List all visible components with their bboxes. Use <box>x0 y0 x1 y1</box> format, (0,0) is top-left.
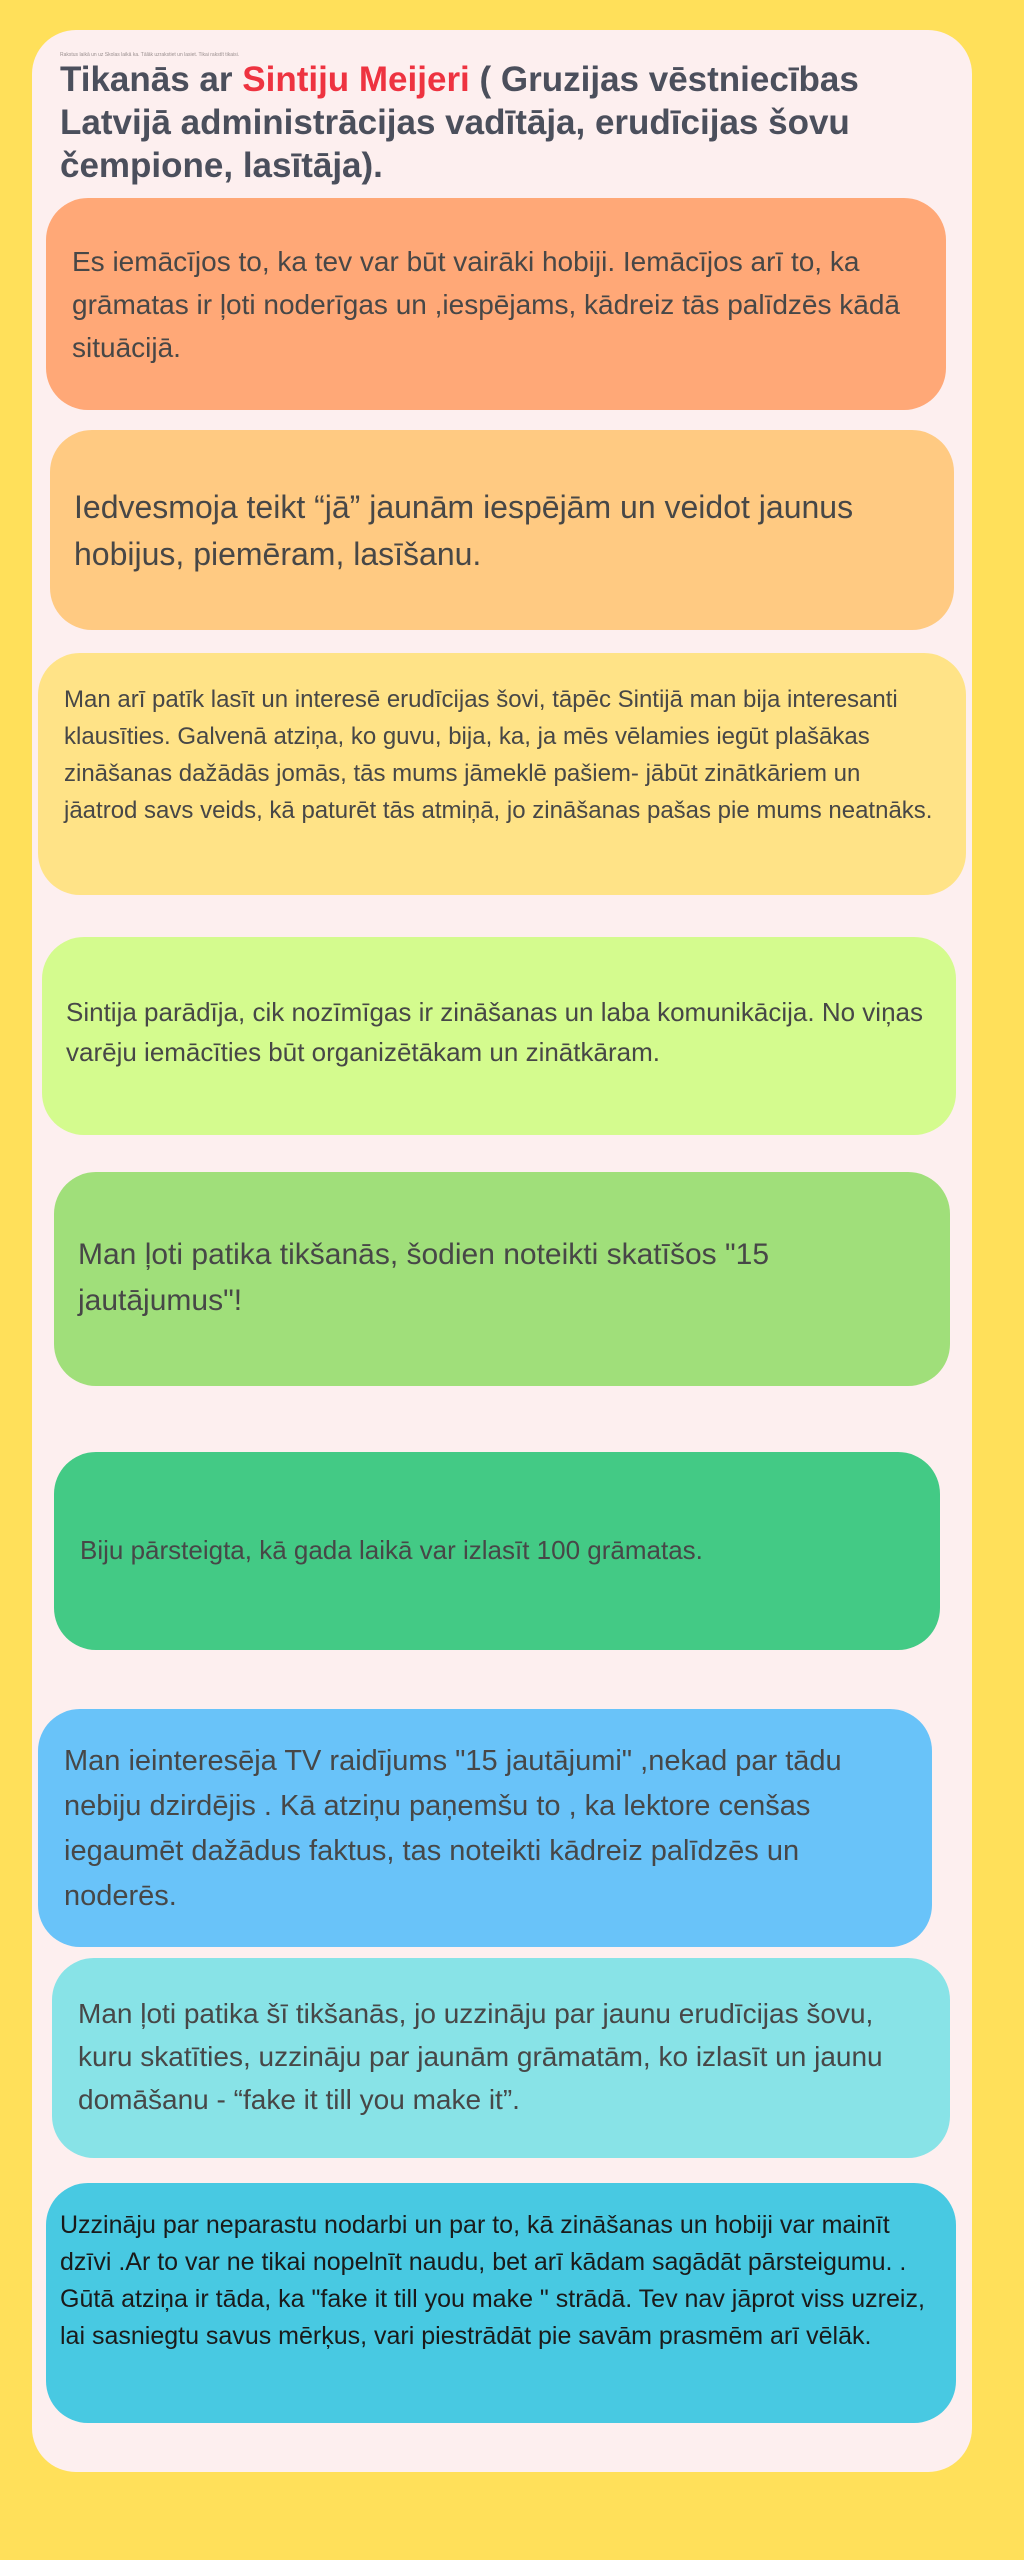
note-text: Man ļoti patika šī tikšanās, jo uzzināju par jaunu erudīcijas šovu, kuru skatīties, uzzināju par jaunām grāmatām, ko izlasīt un jaunu domāšanu - “fake it till you make it”. <box>78 1998 883 2115</box>
note-card[interactable] <box>52 1958 950 2158</box>
note-card[interactable] <box>46 198 946 410</box>
tiny-caption: Rakstus laikā un uz Skolas laikā ka. Tālāk uzrakstiet un lasiet. Tikai rakstīt tikaisi. <box>60 52 240 58</box>
note-text: Man arī patīk lasīt un interesē erudīcijas šovi, tāpēc Sintijā man bija interesanti klausīties. Galvenā atziņa, ko guvu, bija, ka, ja mēs vēlamies iegūt plašākas zināšanas dažādās jomās, tās mums jāmeklē pašiem- jābūt zinātkāriem un jāatrod savs veids, kā paturēt tās atmiņā, jo zināšanas pašas pie mums neatnāks. <box>64 686 933 824</box>
note-text: Es iemācījos to, ka tev var būt vairāki hobiji. Iemācījos arī to, ka grāmatas ir ļoti noderīgas un ,iespējams, kādreiz tās palīdzēs kādā situācijā. <box>72 246 900 363</box>
note-card[interactable] <box>54 1452 940 1650</box>
note-card[interactable] <box>54 1172 950 1386</box>
note-text: Biju pārsteigta, kā gada laikā var izlasīt 100 grāmatas. <box>80 1535 703 1565</box>
note-card[interactable] <box>50 430 954 630</box>
note-text: Man ļoti patika tikšanās, šodien noteikti skatīšos "15 jautājumus"! <box>78 1238 770 1317</box>
note-card[interactable] <box>38 653 966 895</box>
note-card[interactable] <box>38 1709 932 1947</box>
title-name-highlight: Sintiju Meijeri <box>242 60 470 99</box>
title-suffix: ( Gruzijas vēstniecības Latvijā administrācijas vadītāja, erudīcijas šovu čempione, lasītāja). <box>60 60 859 185</box>
note-text: Uzzināju par neparastu nodarbi un par to, kā zināšanas un hobiji var mainīt dzīvi .Ar to var ne tikai nopelnīt naudu, bet arī kādam sagādāt pārsteigumu. . Gūtā atziņa ir tāda, ka "fake it till you make " strādā. Tev nav jāprot viss uzreiz, lai sasniegtu savus mērķus, vari piestrādāt pie savām prasmēm arī vēlāk. <box>60 2211 925 2350</box>
note-card[interactable] <box>46 2183 956 2423</box>
note-text: Man ieinteresēja TV raidījums "15 jautājumi" ,nekad par tādu nebiju dzirdējis . Kā atziņu paņemšu to , ka lektore cenšas iegaumēt dažādus faktus, tas noteikti kādreiz palīdzēs un noderēs. <box>64 1745 842 1912</box>
note-card[interactable] <box>42 937 956 1135</box>
title-prefix: Tikanās ar <box>60 60 243 99</box>
note-text: Sintija parādīja, cik nozīmīgas ir zināšanas un laba komunikācija. No viņas varēju iemācīties būt organizētākam un zinātkāram. <box>66 997 923 1067</box>
page-title <box>60 58 960 187</box>
note-text: Iedvesmoja teikt “jā” jaunām iespējām un veidot jaunus hobijus, piemēram, lasīšanu. <box>74 489 854 572</box>
